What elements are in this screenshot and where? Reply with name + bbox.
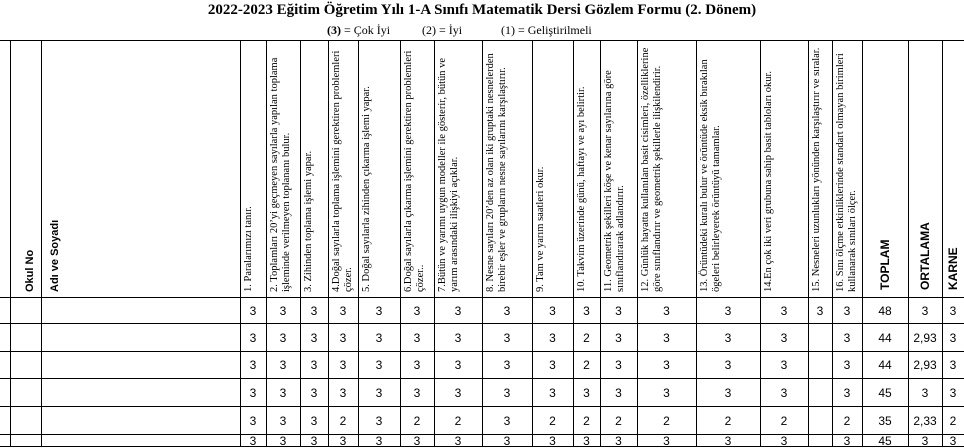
row-4-karne[interactable]: 3 [942,379,964,407]
row-3-ad-soyad[interactable] [41,352,241,379]
row-1-okul-no[interactable] [10,298,42,324]
row-1-score-14[interactable]: 3 [760,298,809,324]
row-3-score-15[interactable] [808,352,833,379]
header-okul-no[interactable] [10,40,42,298]
ad-soyad-label: Adı ve Soyadı [49,219,61,292]
header-criterion-8[interactable] [482,40,533,298]
row-4-score-8[interactable]: 3 [482,379,533,407]
row-4-toplam[interactable]: 45 [862,379,909,407]
row-1-ad-soyad[interactable] [41,298,241,324]
row-5-score-6[interactable]: 2 [400,407,435,435]
row-1-score-12[interactable]: 3 [637,298,697,324]
row-6-score-11[interactable]: 3 [600,435,638,447]
row-5-score-12[interactable]: 2 [637,407,697,435]
row-5-score-1[interactable]: 3 [240,407,267,435]
header-criterion-13[interactable] [696,40,761,298]
criterion-label-7: 7.Bütün ve yarımı uygun modeller ile gösterir, bütün ve yarım arasındaki ilişkiyi açıklar. [437,57,460,292]
row-2-score-3[interactable]: 3 [300,324,329,352]
row-5-score-16[interactable]: 2 [832,407,863,435]
row-2-score-4[interactable]: 3 [328,324,359,352]
header-criterion-7[interactable] [434,40,483,298]
row-1-score-4[interactable]: 3 [328,298,359,324]
row-6-okul-no[interactable] [10,435,42,447]
row-3-score-1[interactable]: 3 [240,352,267,379]
row-6-score-7[interactable]: 3 [434,435,483,447]
header-criterion-15[interactable] [808,40,833,298]
row-6-ad-soyad[interactable] [41,435,241,447]
row-4-score-3[interactable]: 3 [300,379,329,407]
row-1-score-3[interactable]: 3 [300,298,329,324]
okul-no-label: Okul No [24,249,36,292]
row-5-score-13[interactable]: 2 [696,407,761,435]
row-1-score-7[interactable]: 3 [434,298,483,324]
row-1-score-16[interactable]: 3 [832,298,863,324]
row-2-score-6[interactable]: 3 [400,324,435,352]
row-5-score-4[interactable]: 2 [328,407,359,435]
row-6-score-1[interactable]: 3 [240,435,267,447]
row-2-score-15[interactable] [808,324,833,352]
row-4-score-12[interactable]: 3 [637,379,697,407]
row-1-score-5[interactable]: 3 [358,298,401,324]
row-3-score-14[interactable]: 3 [760,352,809,379]
row-6-score-5[interactable]: 3 [358,435,401,447]
row-1-ortalama[interactable]: 3 [908,298,943,324]
row-4-score-15[interactable] [808,379,833,407]
row-3-score-16[interactable]: 3 [832,352,863,379]
row-4-score-11[interactable]: 3 [600,379,638,407]
row-1-score-11[interactable]: 3 [600,298,638,324]
row-2-score-10[interactable]: 2 [573,324,601,352]
row-6-score-14[interactable]: 3 [760,435,809,447]
row-4-score-2[interactable]: 3 [266,379,301,407]
header-ad-soyad[interactable] [41,40,241,298]
row-2-score-2[interactable]: 3 [266,324,301,352]
row-5-ortalama[interactable]: 2,33 [908,407,943,435]
row-6-score-13[interactable]: 3 [696,435,761,447]
row-6-toplam[interactable]: 45 [862,435,909,447]
row-1-score-15[interactable]: 3 [808,298,833,324]
row-2-karne[interactable]: 3 [942,324,964,352]
row-4-score-7[interactable]: 3 [434,379,483,407]
row-5-score-14[interactable]: 2 [760,407,809,435]
header-criterion-1[interactable] [240,40,267,298]
row-3-score-8[interactable]: 3 [482,352,533,379]
row-2-score-9[interactable]: 3 [532,324,574,352]
row-2-score-8[interactable]: 3 [482,324,533,352]
header-criterion-14[interactable] [760,40,809,298]
header-criterion-4[interactable] [328,40,359,298]
row-6-ortalama[interactable]: 3 [908,435,943,447]
row-2-score-12[interactable]: 3 [637,324,697,352]
row-4-ortalama[interactable]: 3 [908,379,943,407]
row-5-score-5[interactable]: 3 [358,407,401,435]
header-criterion-5[interactable] [358,40,401,298]
header-criterion-16[interactable] [832,40,863,298]
karne-label: KARNE [946,247,960,290]
row-4-score-13[interactable]: 3 [696,379,761,407]
row-3-score-5[interactable]: 3 [358,352,401,379]
header-criterion-6[interactable] [400,40,435,298]
legend-iyi: (2) = İyi [422,23,463,37]
row-1-toplam[interactable]: 48 [862,298,909,324]
row-1-score-10[interactable]: 3 [573,298,601,324]
row-5-toplam[interactable]: 35 [862,407,909,435]
row-5-okul-no[interactable] [10,407,42,435]
row-1-score-2[interactable]: 3 [266,298,301,324]
row-3-score-4[interactable]: 3 [328,352,359,379]
row-2-ad-soyad[interactable] [41,324,241,352]
row-6-score-10[interactable]: 3 [573,435,601,447]
header-criterion-10[interactable] [573,40,601,298]
row-5-score-3[interactable]: 3 [300,407,329,435]
criterion-label-13: 13. Örüntüdeki kuralı bulur ve örüntüde eksik bırakılan ögeleri belirleyerek örüntüyü tamamlar. [699,59,722,292]
header-ortalama[interactable] [908,40,943,298]
row-3-score-12[interactable]: 3 [637,352,697,379]
header-toplam[interactable] [862,40,909,298]
row-4-score-4[interactable]: 3 [328,379,359,407]
row-6-score-16[interactable]: 3 [832,435,863,447]
criterion-label-1: 1. Paralarımızı tanır. [243,206,254,292]
row-3-score-10[interactable]: 2 [573,352,601,379]
row-2-score-13[interactable]: 3 [696,324,761,352]
observation-table [0,40,964,447]
row-3-score-9[interactable]: 3 [532,352,574,379]
row-1-score-6[interactable]: 3 [400,298,435,324]
row-6-score-4[interactable]: 3 [328,435,359,447]
row-6-score-3[interactable]: 3 [300,435,329,447]
row-3-okul-no[interactable] [10,352,42,379]
row-6-karne[interactable]: 3 [942,435,964,447]
criterion-label-10: 10. Takvim üzerinde günü, haftayı ve ayı belirtir. [576,86,587,292]
row-4-score-6[interactable]: 3 [400,379,435,407]
row-1-score-1[interactable]: 3 [240,298,267,324]
row-5-score-9[interactable]: 2 [532,407,574,435]
header-criterion-11[interactable] [600,40,638,298]
header-criterion-9[interactable] [532,40,574,298]
row-4-score-16[interactable]: 3 [832,379,863,407]
header-criterion-3[interactable] [300,40,329,298]
criterion-label-16: 16. Sını ölçme etkinliklerinde standart olmayan birimleri kullanarak sınıları ölçer. [835,53,858,292]
row-5-ad-soyad[interactable] [41,407,241,435]
criterion-label-12: 12. Günlük hayatta kullanılan basit cisimleri, özelliklerine göre sınıflandırır ve geometrik şekillerle ilişkilendirir. [640,47,663,292]
row-6-score-12[interactable]: 3 [637,435,697,447]
row-4-score-14[interactable]: 3 [760,379,809,407]
row-3-karne[interactable]: 3 [942,352,964,379]
row-6-score-9[interactable]: 3 [532,435,574,447]
row-4-score-5[interactable]: 3 [358,379,401,407]
row-1-karne[interactable]: 3 [942,298,964,324]
row-1-score-8[interactable]: 3 [482,298,533,324]
row-2-toplam[interactable]: 44 [862,324,909,352]
row-5-score-8[interactable]: 3 [482,407,533,435]
row-6-score-15[interactable] [808,435,833,447]
legend-cok-iyi: (3) = Çok İyi [327,23,391,37]
row-2-okul-no[interactable] [10,324,42,352]
criterion-label-4: 4.Doğal sayılarla toplama işlemini gerektiren problemleri çözer. [331,50,354,292]
header-criterion-12[interactable] [637,40,697,298]
row-3-toplam[interactable]: 44 [862,352,909,379]
row-1-score-13[interactable]: 3 [696,298,761,324]
row-5-score-10[interactable]: 2 [573,407,601,435]
criterion-label-8: 8. Nesne sayıları 20’den az olan iki gruptaki nesnelerden birebir eşler ve grupların nesne sayılarını karşılaştırır. [485,53,508,292]
toplam-label: TOPLAM [878,239,892,290]
row-4-ad-soyad[interactable] [41,379,241,407]
row-3-score-2[interactable]: 3 [266,352,301,379]
criterion-label-15: 15. Nesneleri uzunlukları yönünden karşılaştırır ve sıralar. [811,47,822,292]
row-4-score-9[interactable]: 3 [532,379,574,407]
row-3-score-7[interactable]: 3 [434,352,483,379]
form-title: 2022-2023 Eğitim Öğretim Yılı 1-A Sınıfı Matematik Dersi Gözlem Formu (2. Dönem) [207,2,757,18]
row-5-score-11[interactable]: 2 [600,407,638,435]
criterion-label-11: 11. Geometrik şekilleri köşe ve kenar sayılarına göre sınıflandırarak adlandırır. [603,70,626,292]
ortalama-label: ORTALAMA [918,222,932,290]
criterion-label-6: 6.Doğal sayılarla çıkarma işlemini gerektiren problemleri çözer.. [403,50,426,292]
criterion-label-2: 2. Toplamları 20’yi geçmeyen sayılarla yapılan toplama işleminde verilmeyen toplananı bulur. [269,57,292,292]
row-3-score-11[interactable]: 3 [600,352,638,379]
row-6-score-2[interactable]: 3 [266,435,301,447]
row-1-score-9[interactable]: 3 [532,298,574,324]
row-4-score-10[interactable]: 3 [573,379,601,407]
row-2-score-5[interactable]: 3 [358,324,401,352]
criterion-label-3: 3. Zihinden toplama işlemi yapar. [303,150,314,292]
criterion-label-14: 14.En çok iki veri grubuna sahip basit tabloları okur. [763,70,774,292]
row-3-score-3[interactable]: 3 [300,352,329,379]
row-3-score-13[interactable]: 3 [696,352,761,379]
row-4-score-1[interactable]: 3 [240,379,267,407]
row-5-score-7[interactable]: 2 [434,407,483,435]
row-6-score-6[interactable]: 3 [400,435,435,447]
row-5-score-2[interactable]: 3 [266,407,301,435]
row-2-score-7[interactable]: 3 [434,324,483,352]
row-5-score-15[interactable] [808,407,833,435]
row-2-score-14[interactable]: 3 [760,324,809,352]
row-3-ortalama[interactable]: 2,93 [908,352,943,379]
header-karne[interactable] [942,40,964,298]
row-4-okul-no[interactable] [10,379,42,407]
row-3-score-6[interactable]: 3 [400,352,435,379]
row-2-score-11[interactable]: 3 [600,324,638,352]
header-criterion-2[interactable] [266,40,301,298]
row-5-karne[interactable]: 2 [942,407,964,435]
row-2-score-16[interactable]: 3 [832,324,863,352]
legend-gelistirilmeli: (1) = Geliştirilmeli [501,23,592,37]
row-2-ortalama[interactable]: 2,93 [908,324,943,352]
row-6-score-8[interactable]: 3 [482,435,533,447]
criterion-label-5: 5. Doğal sayılarla zihinden çıkarma işlemi yapar. [361,86,372,292]
row-2-score-1[interactable]: 3 [240,324,267,352]
criterion-label-9: 9. Tam ve yarım saatleri okur. [535,166,546,292]
